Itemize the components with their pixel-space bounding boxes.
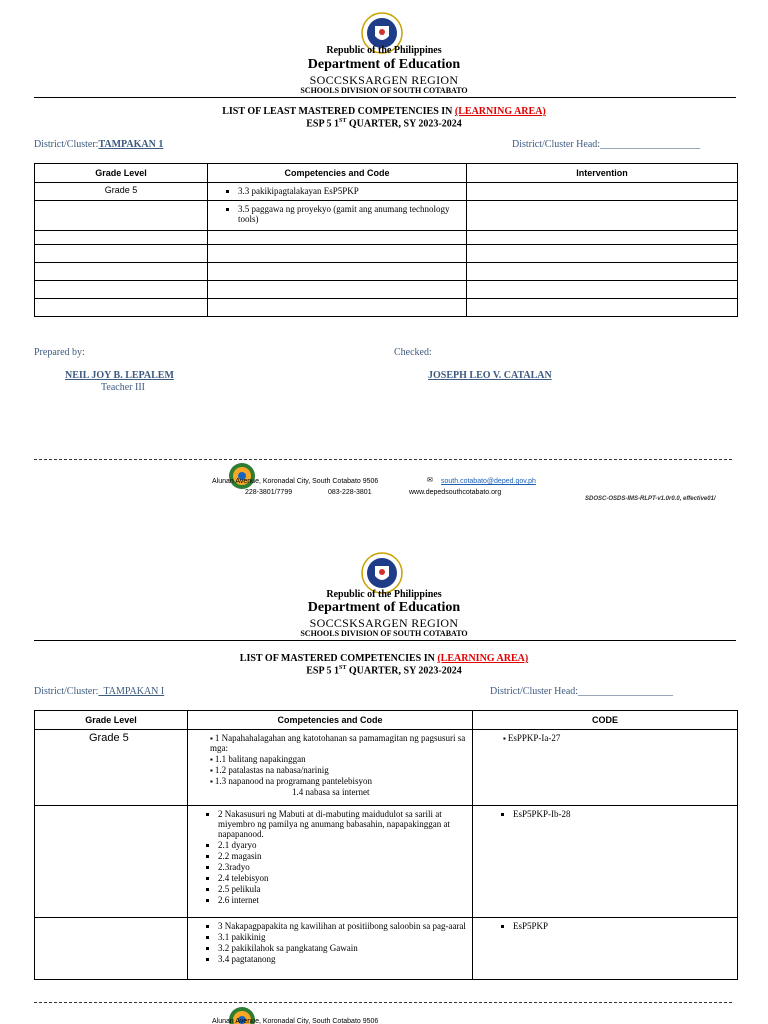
page-title: LIST OF MASTERED COMPETENCIES IN (LEARNING AREA)	[239, 653, 529, 664]
district-head: District/Cluster Head:____________________	[512, 139, 701, 150]
footer	[0, 1006, 768, 1024]
footer-rule	[34, 459, 732, 460]
district-cluster: District/Cluster:TAMPAKAN 1	[34, 139, 164, 150]
code-cell: ▪ EsP5PKP	[473, 918, 738, 980]
table-row	[35, 299, 738, 317]
col-intervention: Intervention	[467, 164, 738, 183]
table-row	[35, 231, 738, 245]
table-row	[35, 806, 738, 918]
grade-cell	[35, 918, 188, 980]
footer-address: Alunan Avenue, Koronadal City, South Cotabato 9506	[212, 1018, 379, 1024]
intervention-cell	[467, 201, 738, 231]
footer	[0, 462, 768, 502]
footer-website[interactable]: www.depedsouthcotabato.org	[409, 489, 502, 496]
checked-label: Checked:	[394, 347, 432, 358]
table-row	[35, 183, 738, 201]
prepared-label: Prepared by:	[34, 347, 85, 358]
grade-cell: Grade 5	[35, 183, 208, 201]
grade-cell	[35, 201, 208, 231]
learning-area: (LEARNING AREA)	[454, 106, 546, 117]
competency-cell: ▪ 3 Nakapagpapakita ng kawilihan at positiibong saloobin sa pag-aaral ▪ 3.1 pakikinig ▪ 3.2 pakikilahok sa pangkatang Gawain ▪ 3.4 pagtatanong	[188, 918, 473, 980]
header-rule	[34, 97, 736, 98]
footer-rule	[34, 1002, 732, 1003]
page-title: LIST OF LEAST MASTERED COMPETENCIES IN (LEARNING AREA)	[222, 106, 546, 117]
table-row	[35, 730, 738, 806]
competency-cell: ▪ 2 Nakasusuri ng Mabuti at di-mabuting maidudulot sa sarili at miyembro ng pamilya ng anumang babasahin, napapakinggan at napapanood. ▪ 2.1 dyaryo ▪ 2.2 magasin ▪ 2.3radyo ▪ 2.4 telebisyon ▪ 2.5 pelikula ▪ 2.6 internet	[188, 806, 473, 918]
deped-logo-icon	[228, 462, 256, 490]
col-code: CODE	[473, 711, 738, 730]
col-competencies: Competencies and Code	[208, 164, 467, 183]
col-grade-level: Grade Level	[35, 711, 188, 730]
table-header-row	[35, 711, 738, 730]
republic-label: Republic of the Philippines	[326, 589, 442, 600]
table-row	[35, 201, 738, 231]
mastered-table	[34, 710, 738, 980]
district-cluster: District/Cluster:_TAMPAKAN I	[34, 686, 165, 697]
header-rule	[34, 640, 736, 641]
table-row	[35, 281, 738, 299]
page-subtitle: ESP 5 1ST QUARTER, SY 2023-2024	[306, 665, 462, 677]
page-2	[0, 540, 768, 1024]
department-label: Department of Education	[307, 57, 461, 72]
department-label: Department of Education	[307, 600, 461, 615]
col-competencies: Competencies and Code	[188, 711, 473, 730]
least-mastered-table	[34, 163, 738, 317]
prepared-name: NEIL JOY B. LEPALEM	[65, 370, 174, 381]
footer-phone1: 228-3801/7799	[245, 489, 293, 496]
competency-cell: ▪ 1 Napahahalagahan ang katotohanan sa pamamagitan ng pagsusuri sa mga: ▪ 1.1 balitang napakinggan ▪ 1.2 patalastas na nabasa/narinig ▪ 1.3 napanood na programang pantelebisyon 1.4 nabasa sa internet	[188, 730, 473, 806]
region-label: SOCCSKSARGEN REGION	[309, 616, 459, 630]
col-grade-level: Grade Level	[35, 164, 208, 183]
table-row	[35, 918, 738, 980]
division-label: SCHOOLS DIVISION OF SOUTH COTABATO	[300, 629, 468, 638]
grade-cell: Grade 5	[35, 730, 188, 806]
code-cell: ▪ EsPPKP-Ia-27	[473, 730, 738, 806]
page-subtitle: ESP 5 1ST QUARTER, SY 2023-2024	[306, 118, 462, 130]
footer-address: Alunan Avenue, Koronadal City, South Cotabato 9506	[212, 478, 379, 485]
footer-email[interactable]: south.cotabato@deped.gov.ph	[441, 478, 536, 485]
checked-name: JOSEPH LEO V. CATALAN	[428, 370, 552, 381]
table-header-row	[35, 164, 738, 183]
table-row	[35, 263, 738, 281]
email-icon: ✉	[427, 477, 433, 484]
grade-cell	[35, 806, 188, 918]
intervention-cell	[467, 183, 738, 201]
region-label: SOCCSKSARGEN REGION	[309, 73, 459, 87]
table-row	[35, 245, 738, 263]
deped-seal-icon	[361, 552, 403, 594]
doc-code: SDOSC-OSDS-IMS-RLPT-v1.0r0.0, effective01/	[585, 496, 716, 502]
competency-cell: ▪ 3.5 paggawa ng proyekyo (gamit ang anumang technology tools)	[208, 201, 467, 231]
district-head: District/Cluster Head:___________________	[490, 686, 674, 697]
footer-phone2: 083-228-3801	[328, 489, 372, 496]
republic-label: Republic of the Philippines	[326, 45, 442, 56]
prepared-title: Teacher III	[101, 382, 145, 393]
competency-cell: ▪ 3.3 pakikipagtalakayan EsP5PKP	[208, 183, 467, 201]
learning-area: (LEARNING AREA)	[437, 653, 529, 664]
division-label: SCHOOLS DIVISION OF SOUTH COTABATO	[300, 86, 468, 95]
page-1	[0, 0, 768, 510]
code-cell: ▪ EsP5PKP-Ib-28	[473, 806, 738, 918]
